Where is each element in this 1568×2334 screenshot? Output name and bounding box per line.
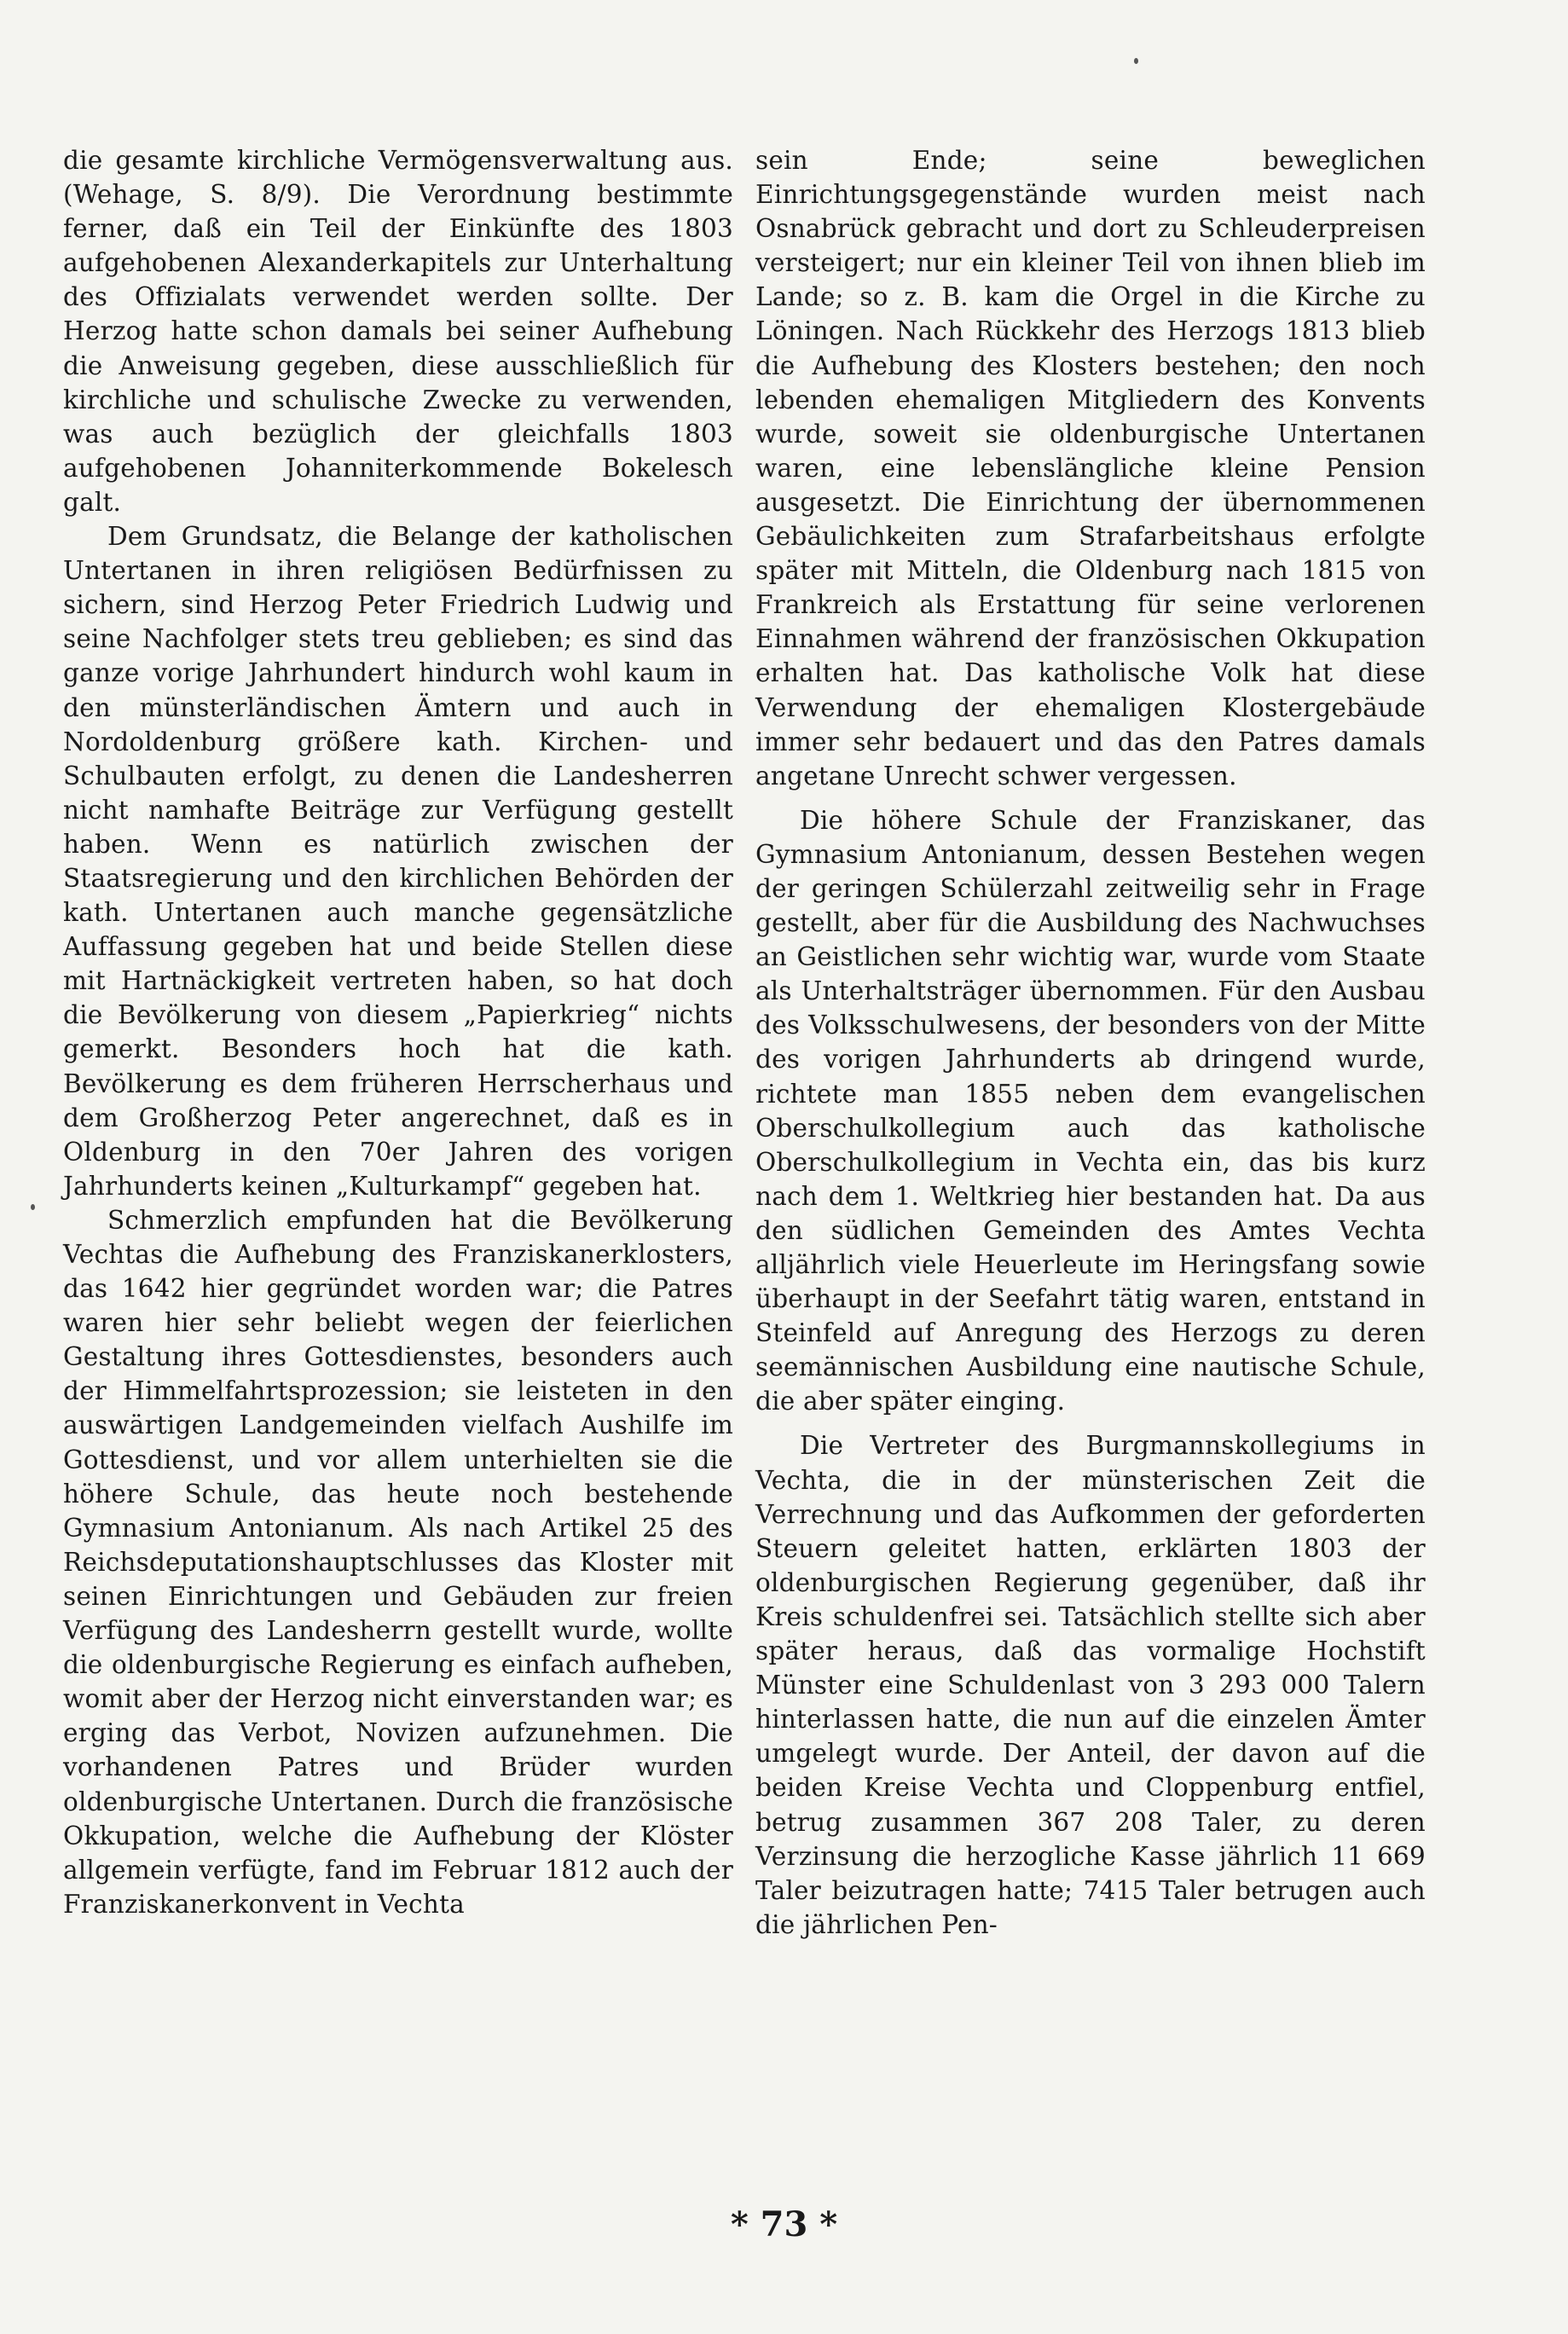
left-paragraph-2: Dem Grundsatz, die Belange der katholischen Untertanen in ihren religiösen Bedürfnissen zu sichern, sind Herzog Peter Friedrich Ludwig und seine Nachfolger stets treu geblieben; es sind das ganze vorige Jahrhundert hindurch wohl kaum in den münsterländischen Ämtern und auch in Nordoldenburg größere kath. Kirchen- und Schulbauten erfolgt, zu denen die Landesherren nicht namhafte Beiträge zur Verfügung gestellt haben. Wenn es natürlich zwischen der Staatsregierung und den kirchlichen Behörden der kath. Untertanen auch manche gegensätzliche Auffassung gegeben hat und beide Stellen diese mit Hartnäckigkeit vertreten haben, so hat doch die Bevölkerung von diesem „Papierkrieg“ nichts gemerkt. Besonders hoch hat die kath. Bevölkerung es dem früheren Herrscherhaus und dem Großherzog Peter angerechnet, daß es in Oldenburg in den 70er Jahren des vorigen Jahrhunderts keinen „Kulturkampf“ gegeben hat. [63, 522, 733, 1201]
right-paragraph-2: Die höhere Schule der Franziskaner, das Gymnasium Antonianum, dessen Bestehen wegen der geringen Schülerzahl zeitweilig sehr in Frage gestellt, aber für die Ausbildung des Nachwuchses an Geistlichen sehr wichtig war, wurde vom Staate als Unterhaltsträger übernommen. Für den Ausbau des Volksschulwesens, der besonders von der Mitte des vorigen Jahrhunderts ab dringend wurde, richtete man 1855 neben dem evangelischen Oberschulkollegium auch das katholische Oberschulkollegium in Vechta ein, das bis kurz nach dem 1. Weltkrieg hier bestanden hat. Da aus den südlichen Gemeinden des Amtes Vechta alljährlich viele Heuerleute im Heringsfang sowie überhaupt in der Seefahrt tätig waren, entstand in Steinfeld auf Anregung des Herzogs zu deren seemännischen Ausbildung eine nautische Schule, die aber später einging. [755, 805, 1426, 1416]
right-column [755, 143, 1426, 1942]
page-number: * 73 * [730, 2204, 838, 2244]
right-paragraph-3: Die Vertreter des Burgmannskollegiums in Vechta, die in der münsterischen Zeit die Verrechnung und das Aufkommen der geforderten Steuern geleitet hatten, erklärten 1803 der oldenburgischen Regierung gegenüber, daß ihr Kreis schuldenfrei sei. Tatsächlich stellte sich aber später heraus, daß das vormalige Hochstift Münster eine Schuldenlast von 3 293 000 Talern hinterlassen hatte, die nun auf die einzelen Ämter umgelegt wurde. Der Anteil, der davon auf die beiden Kreise Vechta und Cloppenburg entfiel, betrug zusammen 367 208 Taler, zu deren Verzinsung die herzogliche Kasse jährlich 11 669 Taler beizutragen hatte; 7415 Taler betrugen auch die jährlichen Pen- [755, 1431, 1426, 1939]
right-paragraph-1: sein Ende; seine beweglichen Einrichtungsgegenstände wurden meist nach Osnabrück gebracht und dort zu Schleuderpreisen versteigert; nur ein kleiner Teil von ihnen blieb im Lande; so z. B. kam die Orgel in die Kirche zu Löningen. Nach Rückkehr des Herzogs 1813 blieb die Aufhebung des Klosters bestehen; den noch lebenden ehemaligen Mitgliedern des Konvents wurde, soweit sie oldenburgische Untertanen waren, eine lebenslängliche kleine Pension ausgesetzt. Die Einrichtung der übernommenen Gebäulichkeiten zum Strafarbeitshaus erfolgte später mit Mitteln, die Oldenburg nach 1815 von Frankreich als Erstattung für seine verlorenen Einnahmen während der französischen Okkupation erhalten hat. Das katholische Volk hat diese Verwendung der ehemaligen Klostergebäude immer sehr bedauert und das den Patres damals angetane Unrecht schwer vergessen. [755, 146, 1426, 791]
left-column [63, 143, 733, 1921]
left-paragraph-1: die gesamte kirchliche Vermögensverwaltung aus. (Wehage, S. 8/9). Die Verordnung bestimmte ferner, daß ein Teil der Einkünfte des 1803 aufgehobenen Alexanderkapitels zur Unterhaltung des Offizialats verwendet werden sollte. Der Herzog hatte schon damals bei seiner Aufhebung die Anweisung gegeben, diese ausschließlich für kirchliche und schulische Zwecke zu verwenden, was auch bezüglich der gleichfalls 1803 aufgehobenen Johanniterkommende Bokelesch galt. [63, 146, 733, 517]
scan-speck [1134, 58, 1138, 64]
scan-speck [31, 1204, 35, 1210]
left-paragraph-3: Schmerzlich empfunden hat die Bevölkerung Vechtas die Aufhebung des Franziskanerklosters, das 1642 hier gegründet worden war; die Patres waren hier sehr beliebt wegen der feierlichen Gestaltung ihres Gottesdienstes, besonders auch der Himmelfahrtsprozession; sie leisteten in den auswärtigen Landgemeinden vielfach Aushilfe im Gottesdienst, und vor allem unterhielten sie die höhere Schule, das heute noch bestehende Gymnasium Antonianum. Als nach Artikel 25 des Reichsdeputationshauptschlusses das Kloster mit seinen Einrichtungen und Gebäuden zur freien Verfügung des Landesherrn gestellt wurde, wollte die oldenburgische Regierung es einfach aufheben, womit aber der Herzog nicht einverstanden war; es erging das Verbot, Novizen aufzunehmen. Die vorhandenen Patres und Brüder wurden oldenburgische Untertanen. Durch die französische Okkupation, welche die Aufhebung der Klöster allgemein verfügte, fand im Februar 1812 auch der Franziskanerkonvent in Vechta [63, 1205, 733, 1919]
